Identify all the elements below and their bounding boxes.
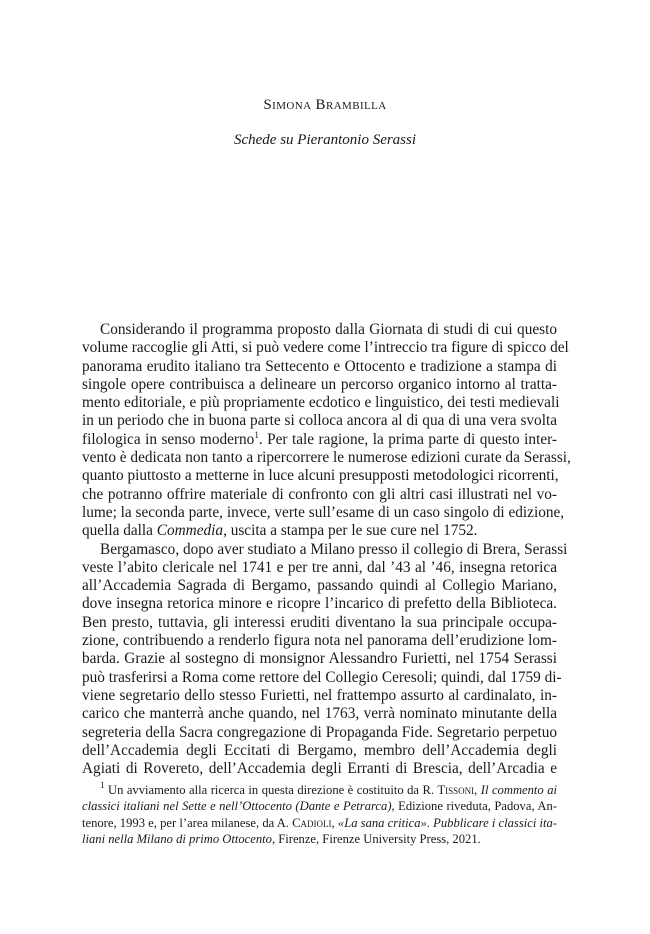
footnote-author: Tissoni [437,783,475,797]
footnote [82,782,557,848]
body-line: volume raccoglie gli Atti, si può vedere come l’intreccio tra figure di spicco del [82,339,569,357]
body-text-span: filologica in senso moderno [82,430,255,448]
body-line: viene segretario dello stesso Furietti, nel frattempo assurto al cardinalato, in- [82,686,557,704]
body-line: singole opere contribuisca a delineare un percorso organico intorno al tratta- [82,375,557,393]
footnote-work-title: Il commento ai [480,783,557,797]
footnote-line [82,782,557,798]
body-line [82,522,557,540]
body-line: quanto piuttosto a metterne in luce alcuni presupposti metodologici ricorrenti, [82,467,559,485]
footnote-line [82,798,557,814]
footnote-text: Un avviamento alla ricerca in questa direzione è costituito da R. [104,783,438,797]
body-line: carico che manterrà anche quando, nel 1763, verrà nominato minutante della [82,705,557,723]
footnote-line [82,831,557,847]
body-line: Agiati di Rovereto, dell’Accademia degli Erranti di Brescia, dell’Arcadia e [82,760,557,778]
footnote-text: , [331,815,338,830]
footnote-reference[interactable]: 1 [254,429,259,440]
body-line: Considerando il programma proposto dalla Giornata di studi di cui questo [100,321,557,338]
footnote-work-title: classici italiani nel Sette e nell’Ottocento (Dante e Petrarca) [82,799,392,814]
body-line: in un periodo che in buona parte si colloca ancora al di qua di una vera svolta [82,412,557,430]
body-line: vento è dedicata non tanto a ripercorrere le numerose edizioni curate da Serassi, [82,449,571,467]
body-line: lume; la seconda parte, invece, verte sull’esame di un caso singolo di edizione, [82,503,565,521]
footnote-author: Cadioli [292,815,332,830]
footnote-work-title: «La sana critica». Pubblicare i classici ita- [337,815,558,830]
body-text [82,321,571,778]
body-line: zione, contribuendo a renderlo figura nota nel panorama dell’erudizione lom- [82,632,557,650]
footnote-marker: 1 [100,780,105,790]
body-line: barda. Grazie al sostegno di monsignor Alessandro Furietti, nel 1754 Serassi [82,650,557,668]
body-line: veste l’abito clericale nel 1741 e per tre anni, dal ’43 al ’46, insegna retorica [82,558,557,576]
body-line: Bergamasco, dopo aver studiato a Milano presso il collegio di Brera, Serassi [100,540,568,558]
body-line: che potranno offrire materiale di confronto con gli altri casi illustrati nel vo- [82,485,557,503]
body-text-span: quella dalla [82,522,157,540]
body-line: mento editoriale, e più propriamente ecdotico e linguistico, dei testi medievali [82,394,560,412]
footnote-text: , [474,783,481,797]
body-line: segreteria della Sacra congregazione di Propaganda Fide. Segretario perpetuo [82,723,557,741]
footnote-work-title: liani nella Milano di primo Ottocento [82,832,272,847]
author-name: Simona Brambilla [263,97,387,113]
footnote-line [82,815,557,831]
footnote-text: , Edizione riveduta, Padova, An- [391,799,557,814]
footnote-text: , Firenze, Firenze University Press, 2021. [271,832,481,847]
article-title: Schede su Pierantonio Serassi [233,132,417,148]
body-line: panorama erudito italiano tra Settecento e Ottocento e tradizione a stampa di [82,357,557,375]
footnote-text: tenore, 1993 e, per l’area milanese, da A. [82,815,293,830]
body-line: può trasferirsi a Roma come rettore del Collegio Ceresoli; quindi, dal 1759 di- [82,668,562,686]
body-line: dove insegna retorica minore e ricopre l’incarico di prefetto della Biblioteca. [82,595,557,613]
body-text-span: , uscita a stampa per le sue cure nel 1752. [223,522,478,540]
body-text-span: . Per tale ragione, la prima parte di questo inter- [258,430,557,448]
work-title: Commedia [156,522,224,540]
body-line: all’Accademia Sagrada di Bergamo, passando quindi al Collegio Mariano, [82,577,557,595]
body-line [82,431,557,449]
body-line: dell’Accademia degli Eccitati di Bergamo, membro dell’Accademia degli [82,741,557,759]
body-line: Ben presto, tuttavia, gli interessi eruditi diventano la sua principale occupa- [82,613,557,631]
